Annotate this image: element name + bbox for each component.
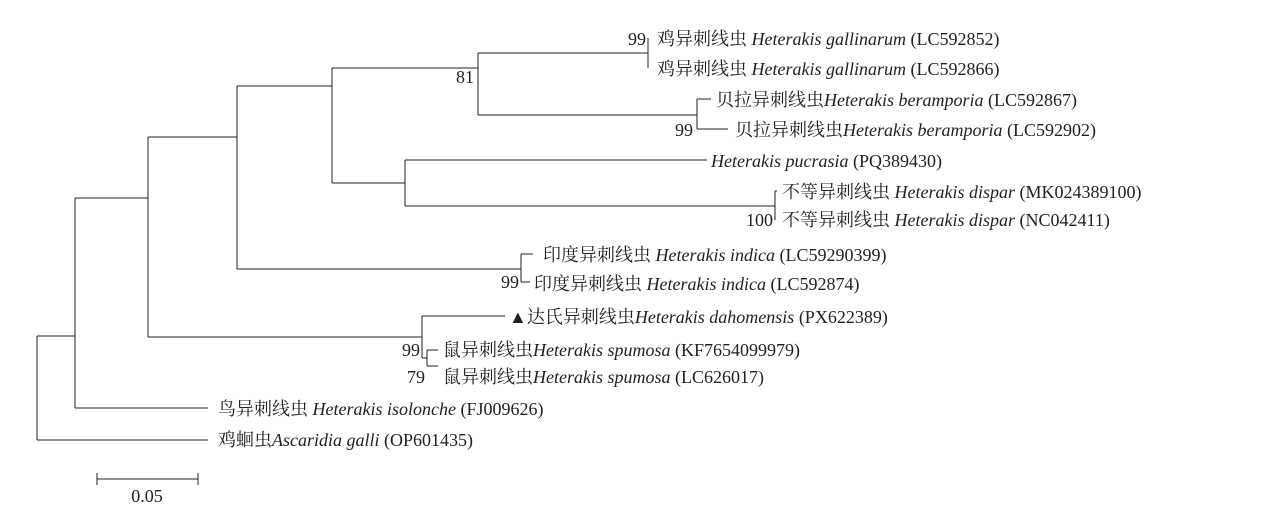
taxon-label: 鼠异刺线虫Heterakis spumosa (LC626017)	[443, 367, 764, 387]
branch-dispar-clade	[775, 191, 777, 220]
taxon-label: 贝拉异刺线虫Heterakis beramporia (LC592867)	[716, 90, 1077, 110]
taxon-label: 鸡异刺线虫 Heterakis gallinarum (LC592852)	[657, 29, 1000, 49]
branch-node-148	[148, 137, 422, 337]
taxon-label: 印度异刺线虫 Heterakis indica (LC59290399)	[543, 245, 887, 265]
taxon-label: 印度异刺线虫 Heterakis indica (LC592874)	[534, 274, 860, 294]
bootstrap-spumosa: 79	[407, 367, 425, 387]
taxon-label: 鸡蛔虫Ascaridia galli (OP601435)	[218, 430, 473, 450]
taxon-label: 不等异刺线虫 Heterakis dispar (NC042411)	[782, 210, 1110, 230]
taxon-label: ▲达氏异刺线虫Heterakis dahomensis (PX622389)	[509, 307, 888, 327]
taxon-labels	[218, 29, 1142, 451]
bootstrap-upper: 81	[456, 67, 474, 87]
bootstrap-dispar: 100	[746, 210, 773, 230]
bootstrap-dahomensis-spumosa: 99	[402, 340, 420, 360]
bootstrap-values	[402, 29, 773, 387]
taxon-label: 贝拉异刺线虫Heterakis beramporia (LC592902)	[735, 120, 1096, 140]
bootstrap-gallinarum: 99	[628, 29, 646, 49]
scale-bar	[97, 473, 198, 485]
bootstrap-indica: 99	[501, 272, 519, 292]
taxon-label: Heterakis pucrasia (PQ389430)	[711, 151, 942, 171]
branch-indica-clade	[521, 254, 533, 282]
branch-root	[37, 336, 208, 440]
taxon-label: 鸟异刺线虫 Heterakis isolonche (FJ009626)	[218, 399, 544, 419]
scale-bar-label: 0.05	[131, 486, 163, 506]
bootstrap-beramporia: 99	[675, 120, 693, 140]
taxon-label: 不等异刺线虫 Heterakis dispar (MK024389100)	[782, 182, 1142, 202]
taxon-label: 鼠异刺线虫Heterakis spumosa (KF7654099979)	[443, 340, 800, 360]
taxon-label: 鸡异刺线虫 Heterakis gallinarum (LC592866)	[657, 59, 1000, 79]
branch-node-ingroup	[75, 198, 208, 408]
branch-spumosa-clade	[427, 350, 438, 366]
